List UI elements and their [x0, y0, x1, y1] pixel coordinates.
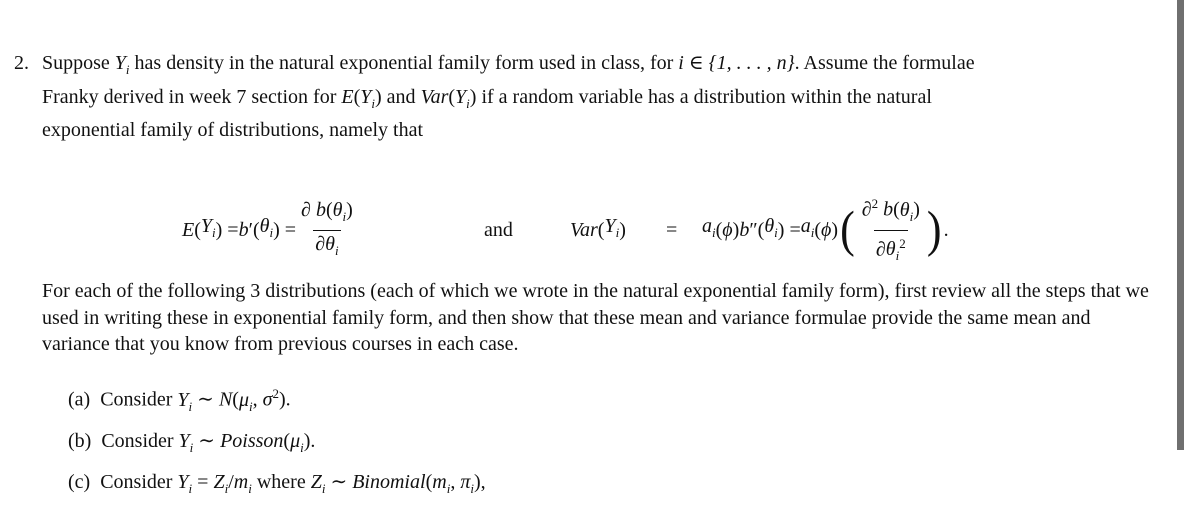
intro-text: and	[381, 85, 421, 108]
intro-text: has density in the natural exponential family form used in class, for	[129, 52, 679, 74]
part-b: (b) Consider $Y_i$ ∼ $Poisson(\mu_i)$.	[68, 429, 316, 455]
intro-text: Suppose	[42, 52, 115, 74]
math-Y: $Y_i$	[114, 52, 130, 77]
math-E-Y: E	[341, 85, 354, 108]
intro-text: . Assume the formulae	[794, 52, 975, 74]
variance-formula: $a_i$ ( ϕ ) b ″( $\theta_i$ ) = $a_i$ ( ϕ ) ( $\frac{\partial^2 b(\theta_i)}{\partial\theta_i^2}$ ) .	[702, 200, 949, 260]
math-Var-Y: Var	[420, 85, 449, 108]
instructions-paragraph: For each of the following 3 distributions (each of which we wrote in the natural exponential family form), first review all the steps that we used in writing these in exponential family form, and then show that these mean and variance formulae provide the same mean and variance that you know from previous courses in each case.	[42, 280, 1149, 355]
window-edge	[1177, 0, 1184, 450]
intro-text: Franky derived in week 7 section for	[42, 85, 342, 108]
intro-text: if a random variable has a distribution within the natural	[476, 85, 932, 108]
part-a: (a) Consider $Y_i$ ∼ $N(\mu_i$, $\sigma^2$).	[68, 386, 291, 414]
intro-text: exponential family of distributions, namely that	[42, 119, 424, 141]
math-index-set: i ∈ {1, . . . , n}	[678, 52, 795, 74]
problem-number: 2.	[14, 52, 29, 74]
problem-2	[14, 50, 1149, 496]
variance-lhs: Var ( $Y_i$ )	[570, 215, 626, 241]
parts-list	[68, 376, 486, 506]
formula-row	[14, 195, 1154, 264]
mean-formula: E ( $Y_i$ ) = b ′( $\theta_i$ ) = $\frac{\partial b(\theta_i)}{\partial\theta_i}$	[182, 200, 358, 260]
problem-intro: 2. Suppose $Y_i$ has density in the natural exponential family form used in class, for i ∈ {1, . . . , n}. Assume the formulae Franky derived in week 7 section for $E(Y_i)$ and $Var(Y_i)$ if a random variable has a distribution within the natural exponential family of distributions, namely that	[14, 50, 1144, 144]
and-word: and	[484, 218, 513, 241]
part-c: (c) Consider $Y_i = Z_i/m_i$ where $Z_i$ ∼ $Binomial(m_i$, $\pi_i$),	[68, 470, 486, 496]
equals-sign: =	[666, 218, 678, 241]
